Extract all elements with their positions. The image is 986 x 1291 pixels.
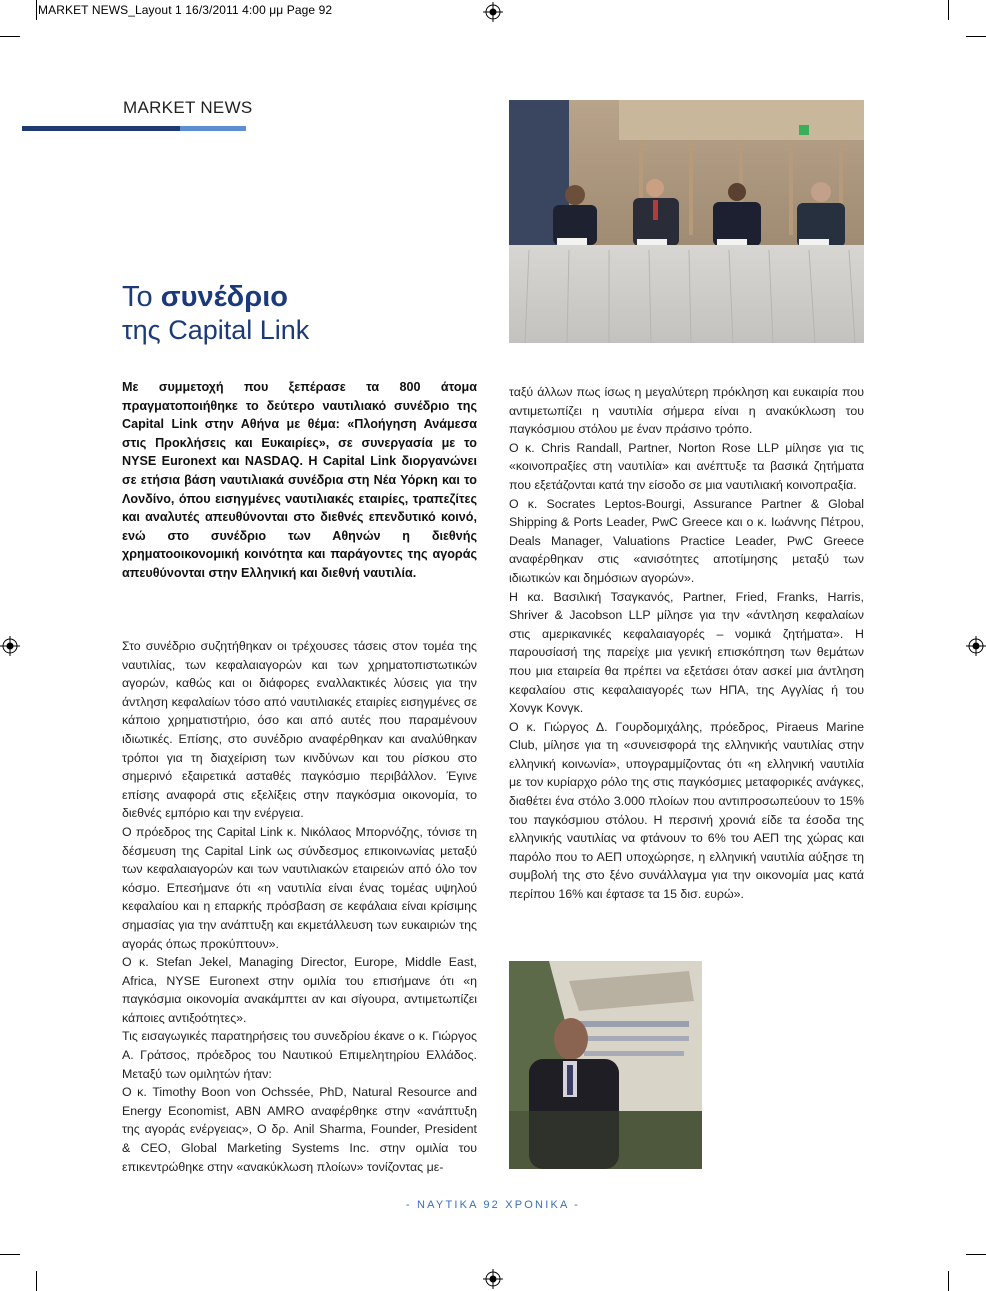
body-paragraph: Ο κ. Chris Randall, Partner, Norton Rose LLP μίλησε για τις «κοινοπραξίες στη ναυτιλία» και ανέπτυξε τα βασικά ζητήματα που εξετάζονται κατά την είσοδο σε μια ναυτιλιακή κοινοπραξία. [509, 440, 864, 492]
title-bold: συνέδριο [160, 281, 288, 313]
crop-mark [948, 1271, 949, 1291]
body-paragraph: ταξύ άλλων πως ίσως η μεγαλύτερη πρόκληση και ευκαιρία που αντιμετωπίζει η ναυτιλία σήμερα είναι η ανακύκλωση του παγκόσμιου στόλου με έναν πράσινο τρόπο. [509, 385, 864, 437]
registration-mark-icon [0, 636, 20, 656]
title-prefix: Το [122, 281, 153, 313]
body-paragraph: Στο συνέδριο συζητήθηκαν οι τρέχουσες τάσεις στον τομέα της ναυτιλίας, των κεφαλαιαγορών και των χρηματοπιστωτικών αγορών, καθώς και οι διάφορες εναλλακτικές λύσεις για την άντληση κεφαλαίων τόσο από ναυτιλιακές εταιρίες εισηγμένες σε κάποιο χρηματιστήριο, όσο και από αυτές που παραμένουν ιδιωτικές. Επίσης, στο συνέδριο αναφέρθηκαν και αναλύθηκαν τρόποι για τη διαχείριση των κινδύνων και του ρίσκου στο σημερινό εξαιρετικά ασταθές παγκόσμιο περιβάλλον. Έγινε επίσης αναφορά στις εξελίξεις στην παγκόσμια οικονομία, το διεθνές εμπόριο και την ενέργεια. [122, 639, 477, 821]
crop-mark [966, 36, 986, 37]
crop-mark [966, 1254, 986, 1255]
registration-mark-icon [483, 2, 503, 22]
slug-line: MARKET NEWS_Layout 1 16/3/2011 4:00 μμ Page 92 [38, 3, 333, 17]
body-paragraph: Η κα. Βασιλική Τσαγκανός, Partner, Fried, Franks, Harris, Shriver & Jacobson LLP μίλησε για την «άντληση κεφαλαίων στις αμερικανικές κεφαλαιαγορές – νομικά ζητήματα». Η παρουσίασή της παρείχε μια γενική επισκόπηση των θεμάτων που μια εταιρεία θα πρέπει να εξετάσει όταν ασκεί μια άντληση κεφαλαίου στις κεφαλαιαγορές των ΗΠΑ, της Αγγλίας ή του Χονγκ Κονγκ. [509, 589, 864, 716]
section-label: MARKET NEWS [123, 98, 253, 117]
body-column-right [509, 383, 864, 904]
article-title [122, 281, 288, 314]
body-paragraph: Ο πρόεδρος της Capital Link κ. Νικόλαος Μπορνόζης, τόνισε τη δέσμευση της Capital Link ως σύνδεσμος επικοινωνίας μεταξύ των κεφαλαιαγορών και των ναυτιλιακών εταιρειών από όλο τον κόσμο. Επεσήμανε ότι «η ναυτιλία είναι ένας τομέας υψηλού κεφαλαίου και η επαρκής πρόσβαση σε κεφάλαια είναι κρίσιμης σημασίας για την ανάπτυξη και εκμετάλλευση των ευκαιριών της αγοράς όπως προκύπτουν». [122, 824, 477, 951]
crop-mark [36, 0, 37, 20]
section-rule-accent [180, 126, 246, 131]
registration-mark-icon [966, 636, 986, 656]
crop-mark [0, 1254, 20, 1255]
registration-mark-icon [483, 1269, 503, 1289]
speaker-photo [509, 961, 702, 1169]
page-folio: - ΝΑΥΤΙΚΑ 92 ΧΡΟΝΙΚΑ - [405, 1199, 581, 1211]
crop-mark [0, 36, 20, 37]
crop-mark [948, 0, 949, 20]
body-paragraph: Ο κ. Socrates Leptos-Bourgi, Assurance Partner & Global Shipping & Ports Leader, PwC Greece και ο κ. Ιωάννης Πέτρου, Deals Manager, Valuations Practice Leader, PwC Greece αναφέρθηκαν στις «ανισότητες αποτίμησης μεταξύ των ιδιωτικών και δημόσιων αγορών». [509, 496, 864, 585]
section-rule [22, 126, 180, 131]
body-column-left [122, 637, 477, 1176]
body-paragraph: Τις εισαγωγικές παρατηρήσεις του συνεδρίου έκανε ο κ. Γιώργος Α. Γράτσος, πρόεδρος του Ναυτικού Επιμελητηρίου Ελλάδος. Μεταξύ των ομιλητών ήταν: [122, 1029, 477, 1081]
crop-mark [36, 1271, 37, 1291]
body-paragraph: Ο κ. Γιώργος Δ. Γουρδομιχάλης, πρόεδρος, Piraeus Marine Club, μίλησε για τη «συνεισφορά της ελληνικής ναυτιλίας στην ελληνική κοινωνία», υπογραμμίζοντας ότι «η ελληνική ναυτιλία με τον κυρίαρχο ρόλο της στις παγκόσμιες μεταφορικές ανάγκες, διαθέτει ένα στόλο 3.000 πλοίων που αντιπροσωπεύουν το 15% του παγκόσμιου στόλου. Η περσινή χρονιά είδε τα έσοδα της ελληνικής ναυτιλίας να φτάνουν το 6% του ΑΕΠ της χώρας και παρόλο που το ΑΕΠ υποχώρησε, η ελληνική ναυτιλία αύξησε τη συμβολή της στο ξένο συνάλλαγμα για την οικονομία μας κατά περίπου 16% και έφτασε τα 15 δισ. ευρώ». [509, 719, 864, 902]
body-paragraph: Ο κ. Timothy Boon von Ochssée, PhD, Natural Resource and Energy Economist, ABN AMRO αναφέρθηκε στην «ανάπτυξη της αγοράς ενέργειας», Ο δρ. Anil Sharma, Founder, President & CEO, Global Marketing Systems Inc. στην ομιλία του επικεντρώθηκε στην «ανακύκλωση πλοίων» τονίζοντας με- [122, 1085, 477, 1174]
body-paragraph: Ο κ. Stefan Jekel, Managing Director, Europe, Middle East, Africa, NYSE Euronext στην ομιλία του επισήμανε ότι «η παγκόσμια οικονομία ανακάμπτει αν και σίγουρα, αντιμετωπίζει κάποιες αντιξοότητες». [122, 955, 477, 1025]
panel-photo [509, 100, 864, 343]
article-title-line2: της Capital Link [122, 315, 310, 345]
lead-paragraph: Με συμμετοχή που ξεπέρασε τα 800 άτομα πραγματοποιήθηκε το δεύτερο ναυτιλιακό συνέδριο της Capital Link στην Αθήνα με θέμα: «Πλοήγηση Ανάμεσα στις Προκλήσεις και Ευκαιρίες», σε συνεργασία με το NYSE Euronext και NASDAQ. Η Capital Link διοργανώνει σε ετήσια βάση ναυτιλιακά συνέδρια στη Νέα Υόρκη και το Λονδίνο, όπου εισηγμένες ναυτιλιακές εταιρίες, τραπεζίτες και αναλυτές απευθύνονται στο διεθνές επενδυτικό κοινό, ενώ στο συνέδριο των Αθηνών η διεθνής χρηματοοικονομική κοινότητα και παράγοντες της αγοράς απευθύνονται στην Ελληνική και διεθνή ναυτιλία. [122, 380, 477, 580]
